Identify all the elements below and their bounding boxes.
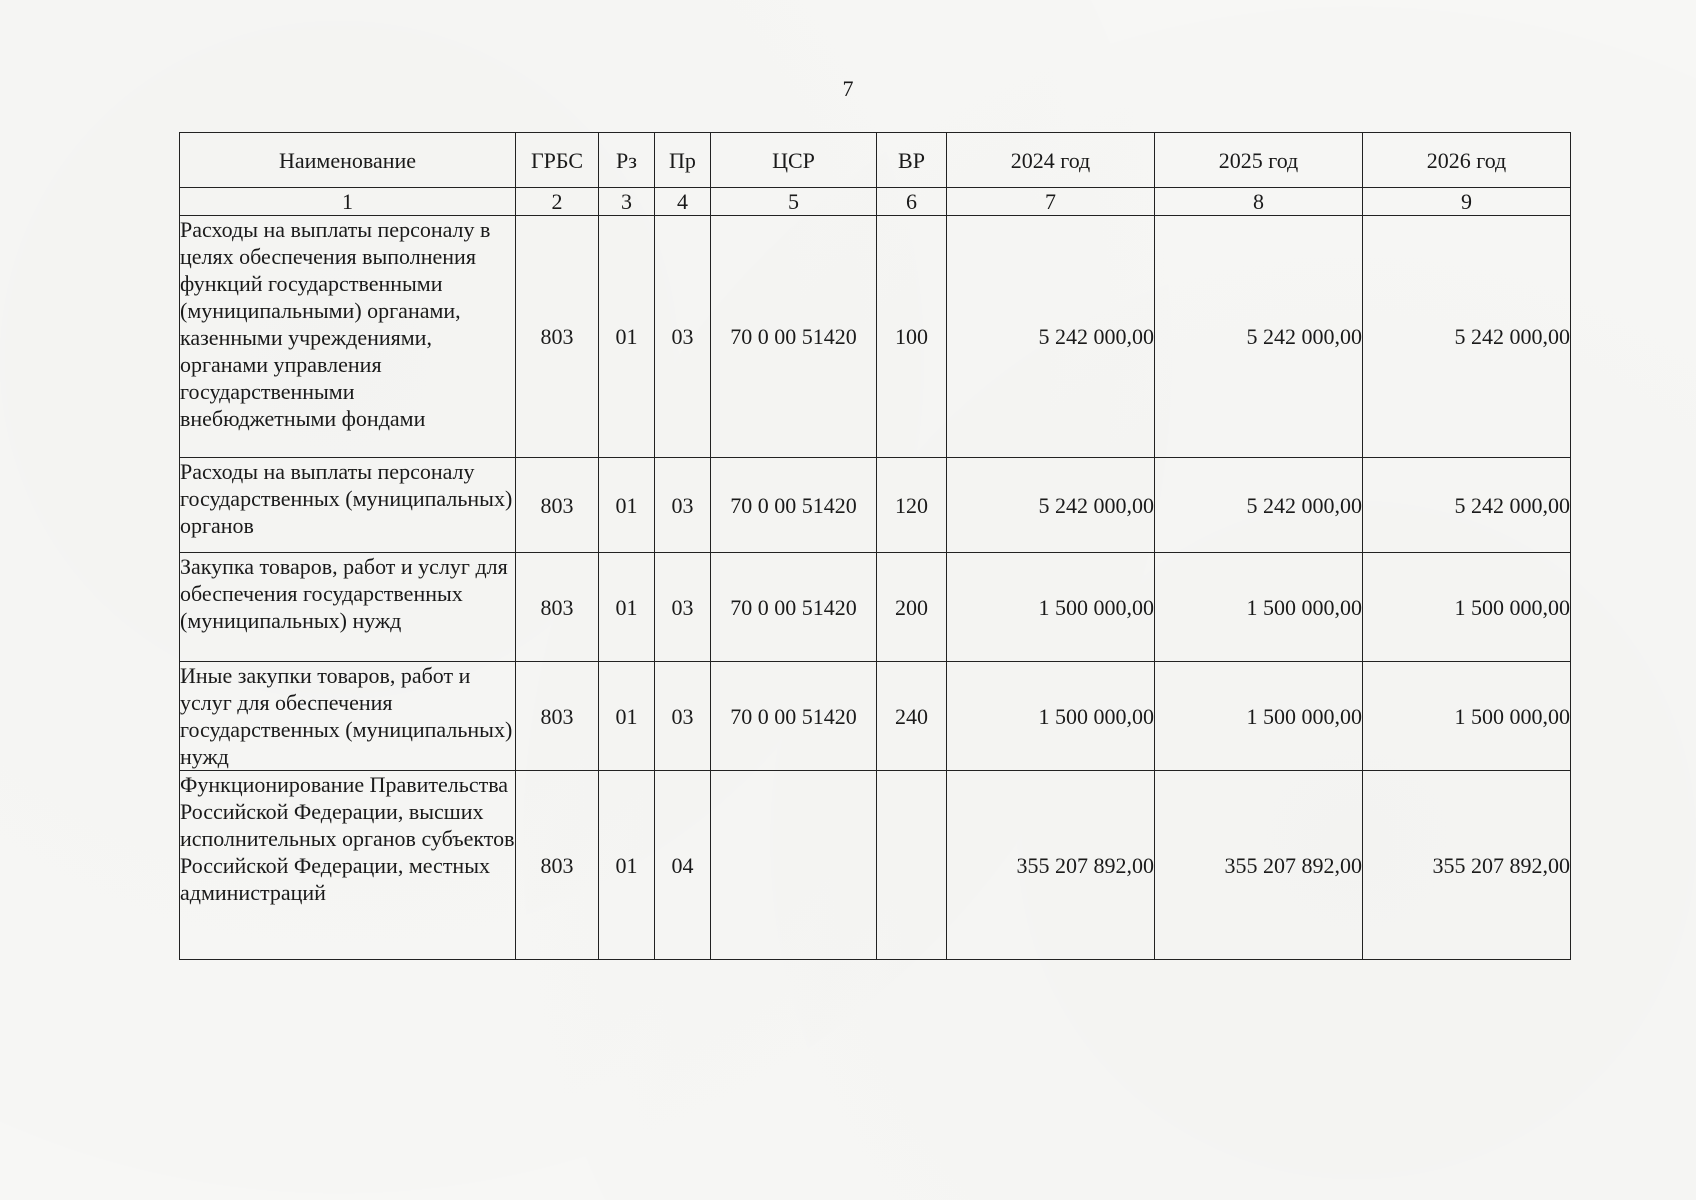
row-csr: 70 0 00 51420 — [711, 662, 877, 771]
row-name: Закупка товаров, работ и услуг для обеспечения государственных (муниципальных) нужд — [180, 553, 516, 662]
row-amount-2025: 355 207 892,00 — [1155, 771, 1363, 960]
row-rz: 01 — [599, 553, 655, 662]
page-number: 7 — [842, 76, 854, 101]
header-vr: ВР — [877, 133, 947, 188]
column-number: 6 — [877, 188, 947, 216]
table-row — [180, 553, 1571, 662]
table-row — [180, 771, 1571, 960]
row-csr: 70 0 00 51420 — [711, 216, 877, 458]
header-pr: Пр — [655, 133, 711, 188]
header-csr: ЦСР — [711, 133, 877, 188]
header-name: Наименование — [180, 133, 516, 188]
row-vr: 120 — [877, 458, 947, 553]
row-amount-2026: 5 242 000,00 — [1363, 216, 1571, 458]
row-rz: 01 — [599, 662, 655, 771]
row-name: Расходы на выплаты персоналу в целях обеспечения выполнения функций государственными (муниципальными) органами, казенными учреждениями, органами управления государственными внебюджетными фондами — [180, 216, 516, 458]
row-pr: 03 — [655, 458, 711, 553]
header-2025: 2025 год — [1155, 133, 1363, 188]
row-csr: 70 0 00 51420 — [711, 553, 877, 662]
column-number: 7 — [947, 188, 1155, 216]
header-rz: Рз — [599, 133, 655, 188]
row-name: Расходы на выплаты персоналу государственных (муниципальных) органов — [180, 458, 516, 553]
column-number: 2 — [516, 188, 599, 216]
column-number: 1 — [180, 188, 516, 216]
column-number: 3 — [599, 188, 655, 216]
row-amount-2026: 1 500 000,00 — [1363, 553, 1571, 662]
row-pr: 04 — [655, 771, 711, 960]
row-amount-2024: 5 242 000,00 — [947, 216, 1155, 458]
header-grbs: ГРБС — [516, 133, 599, 188]
row-amount-2024: 1 500 000,00 — [947, 662, 1155, 771]
row-pr: 03 — [655, 662, 711, 771]
row-name: Функционирование Правительства Российской Федерации, высших исполнительных органов субъектов Российской Федерации, местных администраций — [180, 771, 516, 960]
row-amount-2026: 355 207 892,00 — [1363, 771, 1571, 960]
header-row — [180, 133, 1571, 188]
row-rz: 01 — [599, 216, 655, 458]
row-grbs: 803 — [516, 662, 599, 771]
column-number: 5 — [711, 188, 877, 216]
header-2026: 2026 год — [1363, 133, 1571, 188]
row-grbs: 803 — [516, 771, 599, 960]
table-row — [180, 662, 1571, 771]
row-grbs: 803 — [516, 553, 599, 662]
row-grbs: 803 — [516, 216, 599, 458]
row-pr: 03 — [655, 216, 711, 458]
row-amount-2026: 5 242 000,00 — [1363, 458, 1571, 553]
row-rz: 01 — [599, 771, 655, 960]
row-amount-2025: 5 242 000,00 — [1155, 458, 1363, 553]
row-csr: 70 0 00 51420 — [711, 458, 877, 553]
row-amount-2025: 1 500 000,00 — [1155, 662, 1363, 771]
budget-table — [179, 132, 1571, 960]
row-vr: 200 — [877, 553, 947, 662]
column-number: 4 — [655, 188, 711, 216]
row-amount-2024: 355 207 892,00 — [947, 771, 1155, 960]
table-row — [180, 216, 1571, 458]
column-number: 8 — [1155, 188, 1363, 216]
table-row — [180, 458, 1571, 553]
row-amount-2024: 1 500 000,00 — [947, 553, 1155, 662]
row-amount-2025: 1 500 000,00 — [1155, 553, 1363, 662]
row-vr: 240 — [877, 662, 947, 771]
row-vr — [877, 771, 947, 960]
row-vr: 100 — [877, 216, 947, 458]
row-csr — [711, 771, 877, 960]
column-number: 9 — [1363, 188, 1571, 216]
row-name: Иные закупки товаров, работ и услуг для обеспечения государственных (муниципальных) нужд — [180, 662, 516, 771]
row-amount-2025: 5 242 000,00 — [1155, 216, 1363, 458]
row-grbs: 803 — [516, 458, 599, 553]
row-pr: 03 — [655, 553, 711, 662]
row-amount-2026: 1 500 000,00 — [1363, 662, 1571, 771]
header-2024: 2024 год — [947, 133, 1155, 188]
row-amount-2024: 5 242 000,00 — [947, 458, 1155, 553]
column-number-row — [180, 188, 1571, 216]
row-rz: 01 — [599, 458, 655, 553]
